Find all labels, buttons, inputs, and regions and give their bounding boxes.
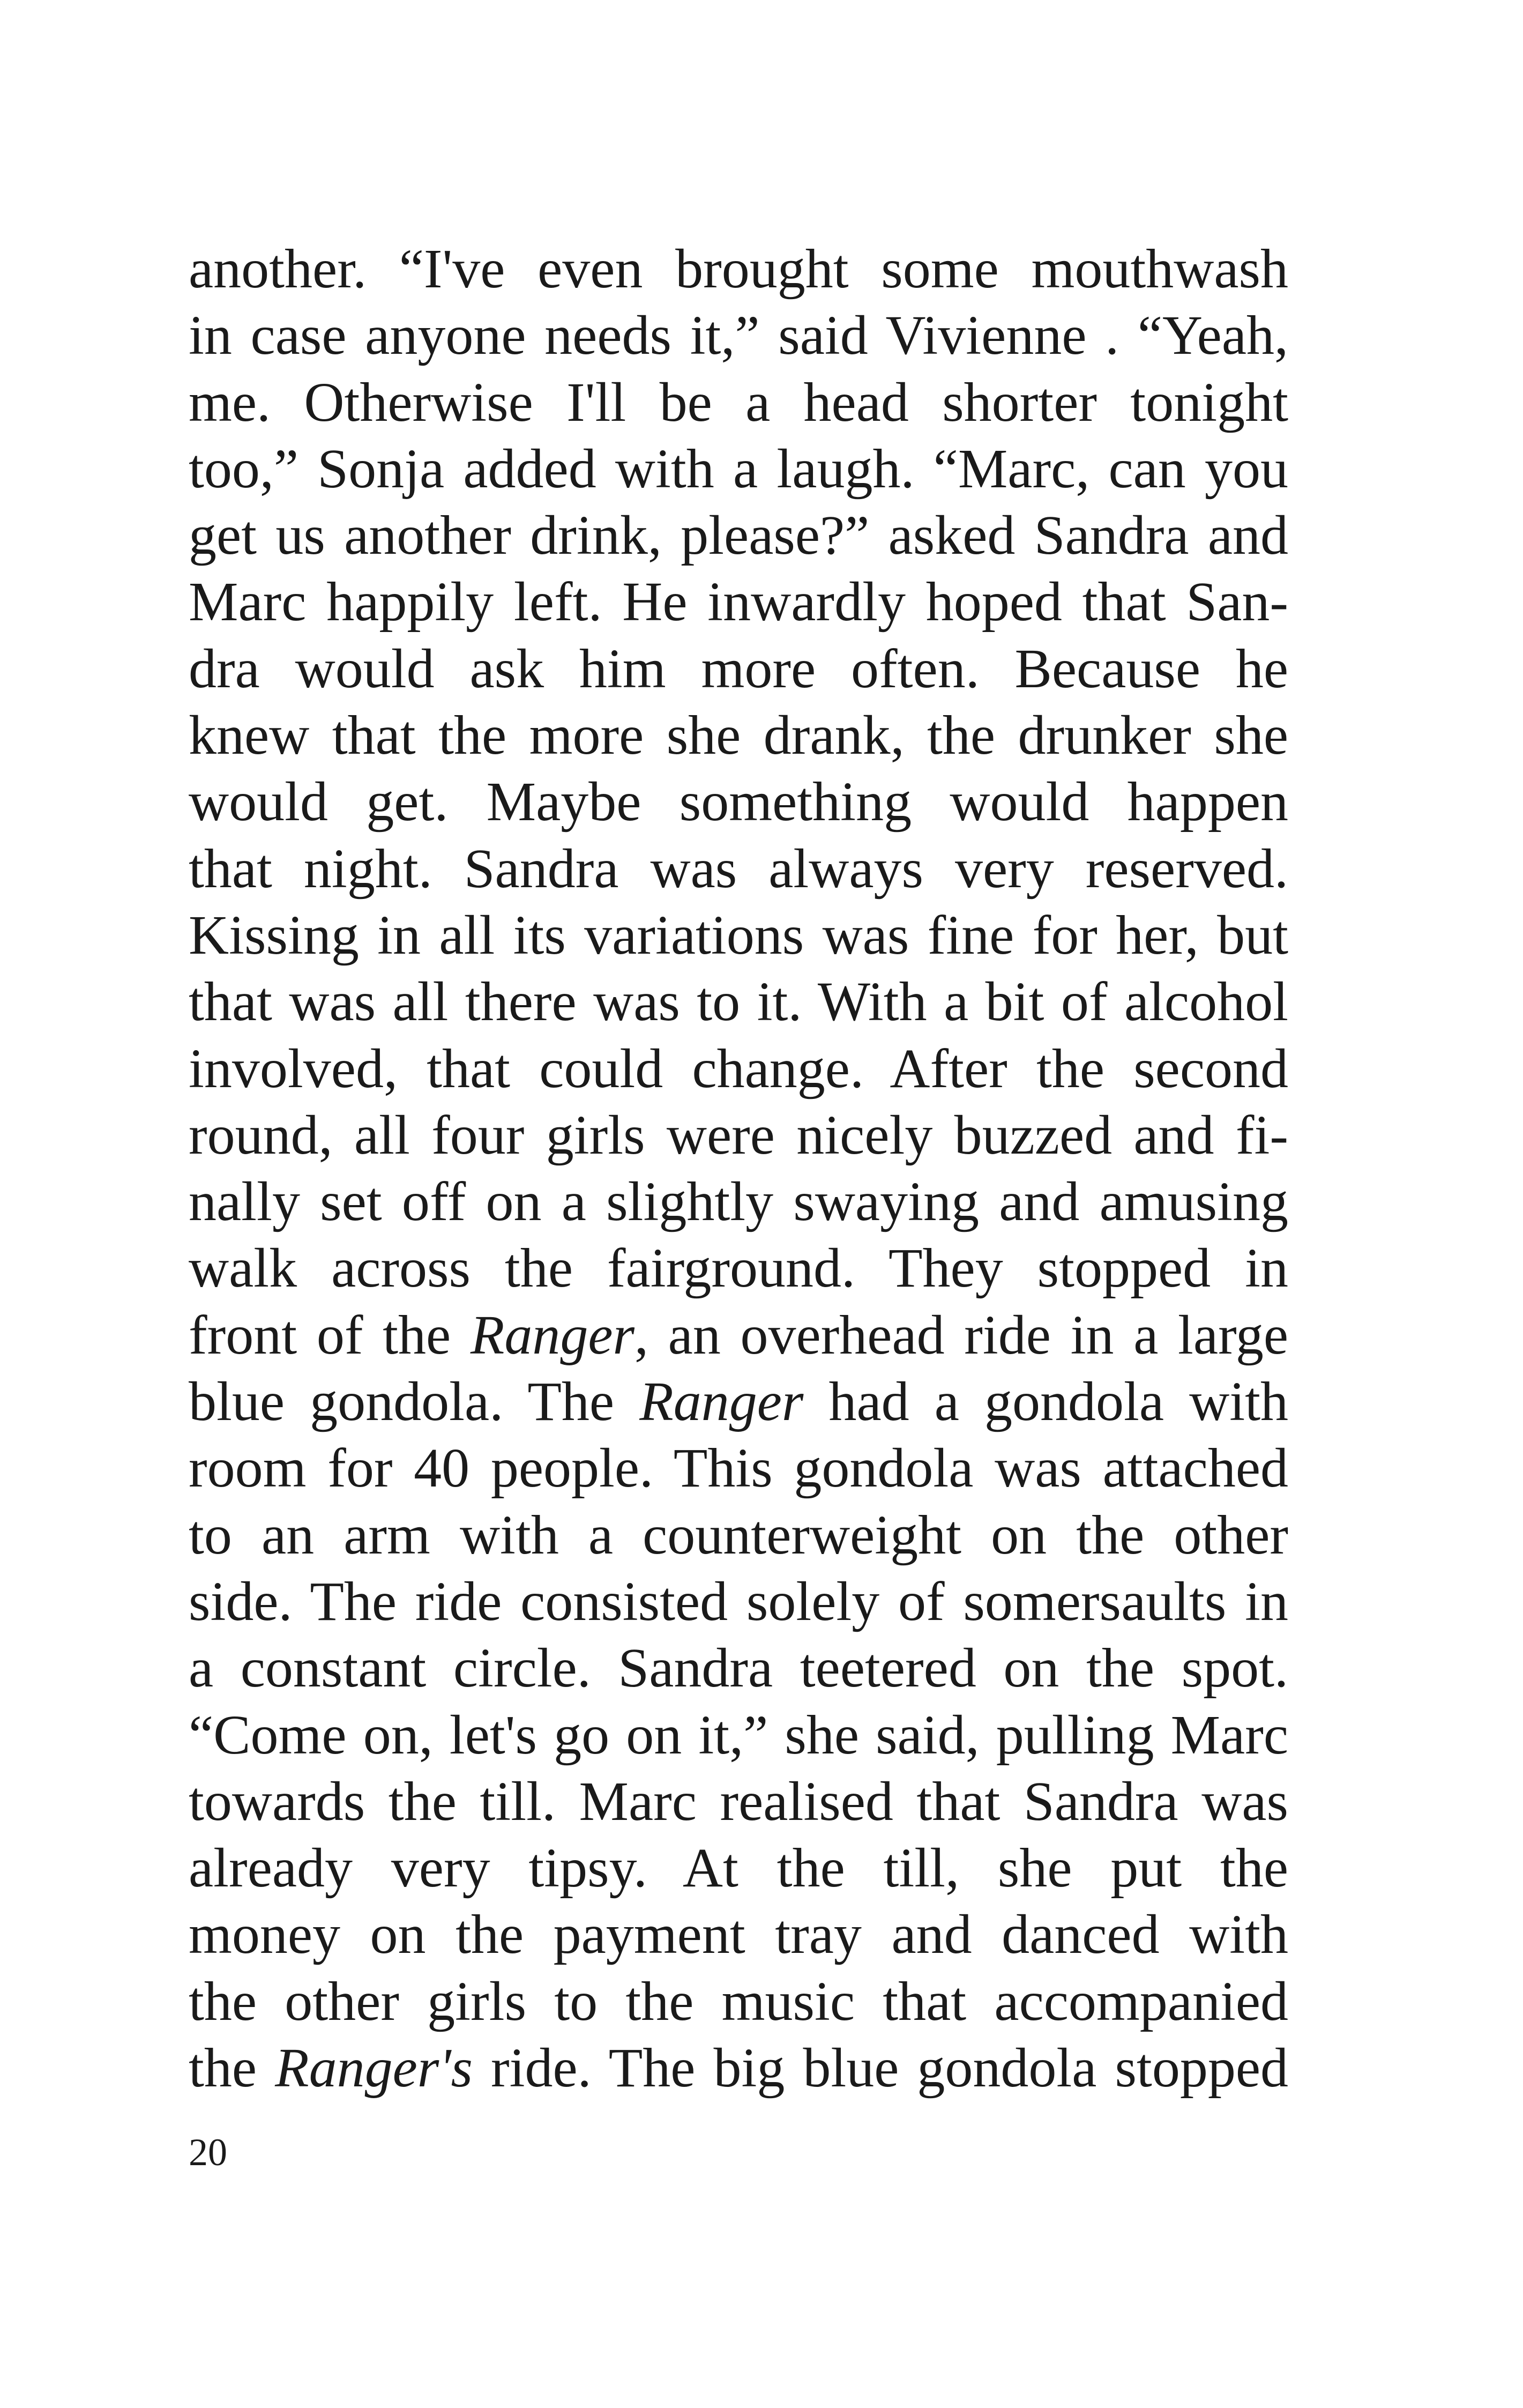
text-line xyxy=(189,969,1288,1035)
text-segment: another. “I've even brought some mouthwash xyxy=(189,238,1288,300)
text-segment: the xyxy=(189,2037,275,2099)
text-segment: that was all there was to it. With a bit of alcohol xyxy=(189,971,1288,1033)
text-line xyxy=(189,1169,1288,1235)
italic-text-segment: Ranger's xyxy=(275,2037,473,2099)
text-segment: would get. Maybe something would happen xyxy=(189,771,1288,833)
text-line xyxy=(189,1768,1288,1835)
text-line xyxy=(189,1835,1288,1901)
text-line xyxy=(189,1435,1288,1502)
text-line xyxy=(189,636,1288,702)
text-line xyxy=(189,1569,1288,1635)
text-segment: front of the xyxy=(189,1304,471,1366)
italic-text-segment: Ranger xyxy=(639,1371,804,1433)
text-line xyxy=(189,436,1288,502)
text-segment: walk across the fairground. They stopped in xyxy=(189,1237,1288,1299)
text-segment: knew that the more she drank, the drunker she xyxy=(189,704,1288,767)
text-segment: me. Otherwise I'll be a head shorter tonight xyxy=(189,371,1288,433)
text-segment: get us another drink, please?” asked Sandra and xyxy=(189,504,1288,567)
text-segment: round, all four girls were nicely buzzed and fi- xyxy=(189,1104,1288,1166)
text-segment: room for 40 people. This gondola was attached xyxy=(189,1437,1288,1499)
text-line xyxy=(189,902,1288,969)
text-segment: Kissing in all its variations was fine for her, but xyxy=(189,904,1288,966)
text-line xyxy=(189,1235,1288,1302)
text-segment: “Come on, let's go on it,” she said, pulling Marc xyxy=(189,1704,1288,1766)
text-line xyxy=(189,1302,1288,1369)
text-line xyxy=(189,2035,1288,2101)
text-line xyxy=(189,1102,1288,1169)
page-body-text xyxy=(189,236,1288,2101)
text-line xyxy=(189,569,1288,635)
text-segment: side. The ride consisted solely of somersaults in xyxy=(189,1570,1288,1632)
text-segment: blue gondola. The xyxy=(189,1371,640,1433)
text-segment: ride. The big blue gondola stopped xyxy=(472,2037,1288,2099)
text-segment: nally set off on a slightly swaying and amusing xyxy=(189,1171,1288,1233)
text-segment: involved, that could change. After the second xyxy=(189,1037,1288,1099)
text-segment: dra would ask him more often. Because he xyxy=(189,637,1288,700)
text-segment: in case anyone needs it,” said Vivienne . “Yeah, xyxy=(189,304,1288,367)
text-line xyxy=(189,1369,1288,1435)
text-line xyxy=(189,1968,1288,2035)
text-line xyxy=(189,836,1288,902)
text-line xyxy=(189,769,1288,835)
text-line xyxy=(189,502,1288,569)
text-segment: a constant circle. Sandra teetered on the spot. xyxy=(189,1637,1288,1699)
text-line xyxy=(189,369,1288,436)
text-line xyxy=(189,1901,1288,1968)
text-segment: the other girls to the music that accompanied xyxy=(189,1970,1288,2032)
text-segment: towards the till. Marc realised that Sandra was xyxy=(189,1770,1288,1832)
text-segment: too,” Sonja added with a laugh. “Marc, can you xyxy=(189,437,1288,500)
text-segment: money on the payment tray and danced with xyxy=(189,1904,1288,1966)
text-segment: already very tipsy. At the till, she put the xyxy=(189,1837,1288,1899)
text-line xyxy=(189,1036,1288,1102)
text-line xyxy=(189,302,1288,369)
text-line xyxy=(189,1635,1288,1701)
page-number: 20 xyxy=(189,2131,227,2174)
text-segment: that night. Sandra was always very reserved. xyxy=(189,837,1288,900)
text-line xyxy=(189,1702,1288,1768)
text-segment: had a gondola with xyxy=(803,1371,1288,1433)
text-segment: , an overhead ride in a large xyxy=(634,1304,1288,1366)
text-segment: Marc happily left. He inwardly hoped that San- xyxy=(189,571,1288,633)
text-segment: to an arm with a counterweight on the other xyxy=(189,1504,1288,1566)
text-line xyxy=(189,702,1288,769)
text-line xyxy=(189,236,1288,302)
italic-text-segment: Ranger xyxy=(470,1304,635,1366)
text-line xyxy=(189,1502,1288,1569)
